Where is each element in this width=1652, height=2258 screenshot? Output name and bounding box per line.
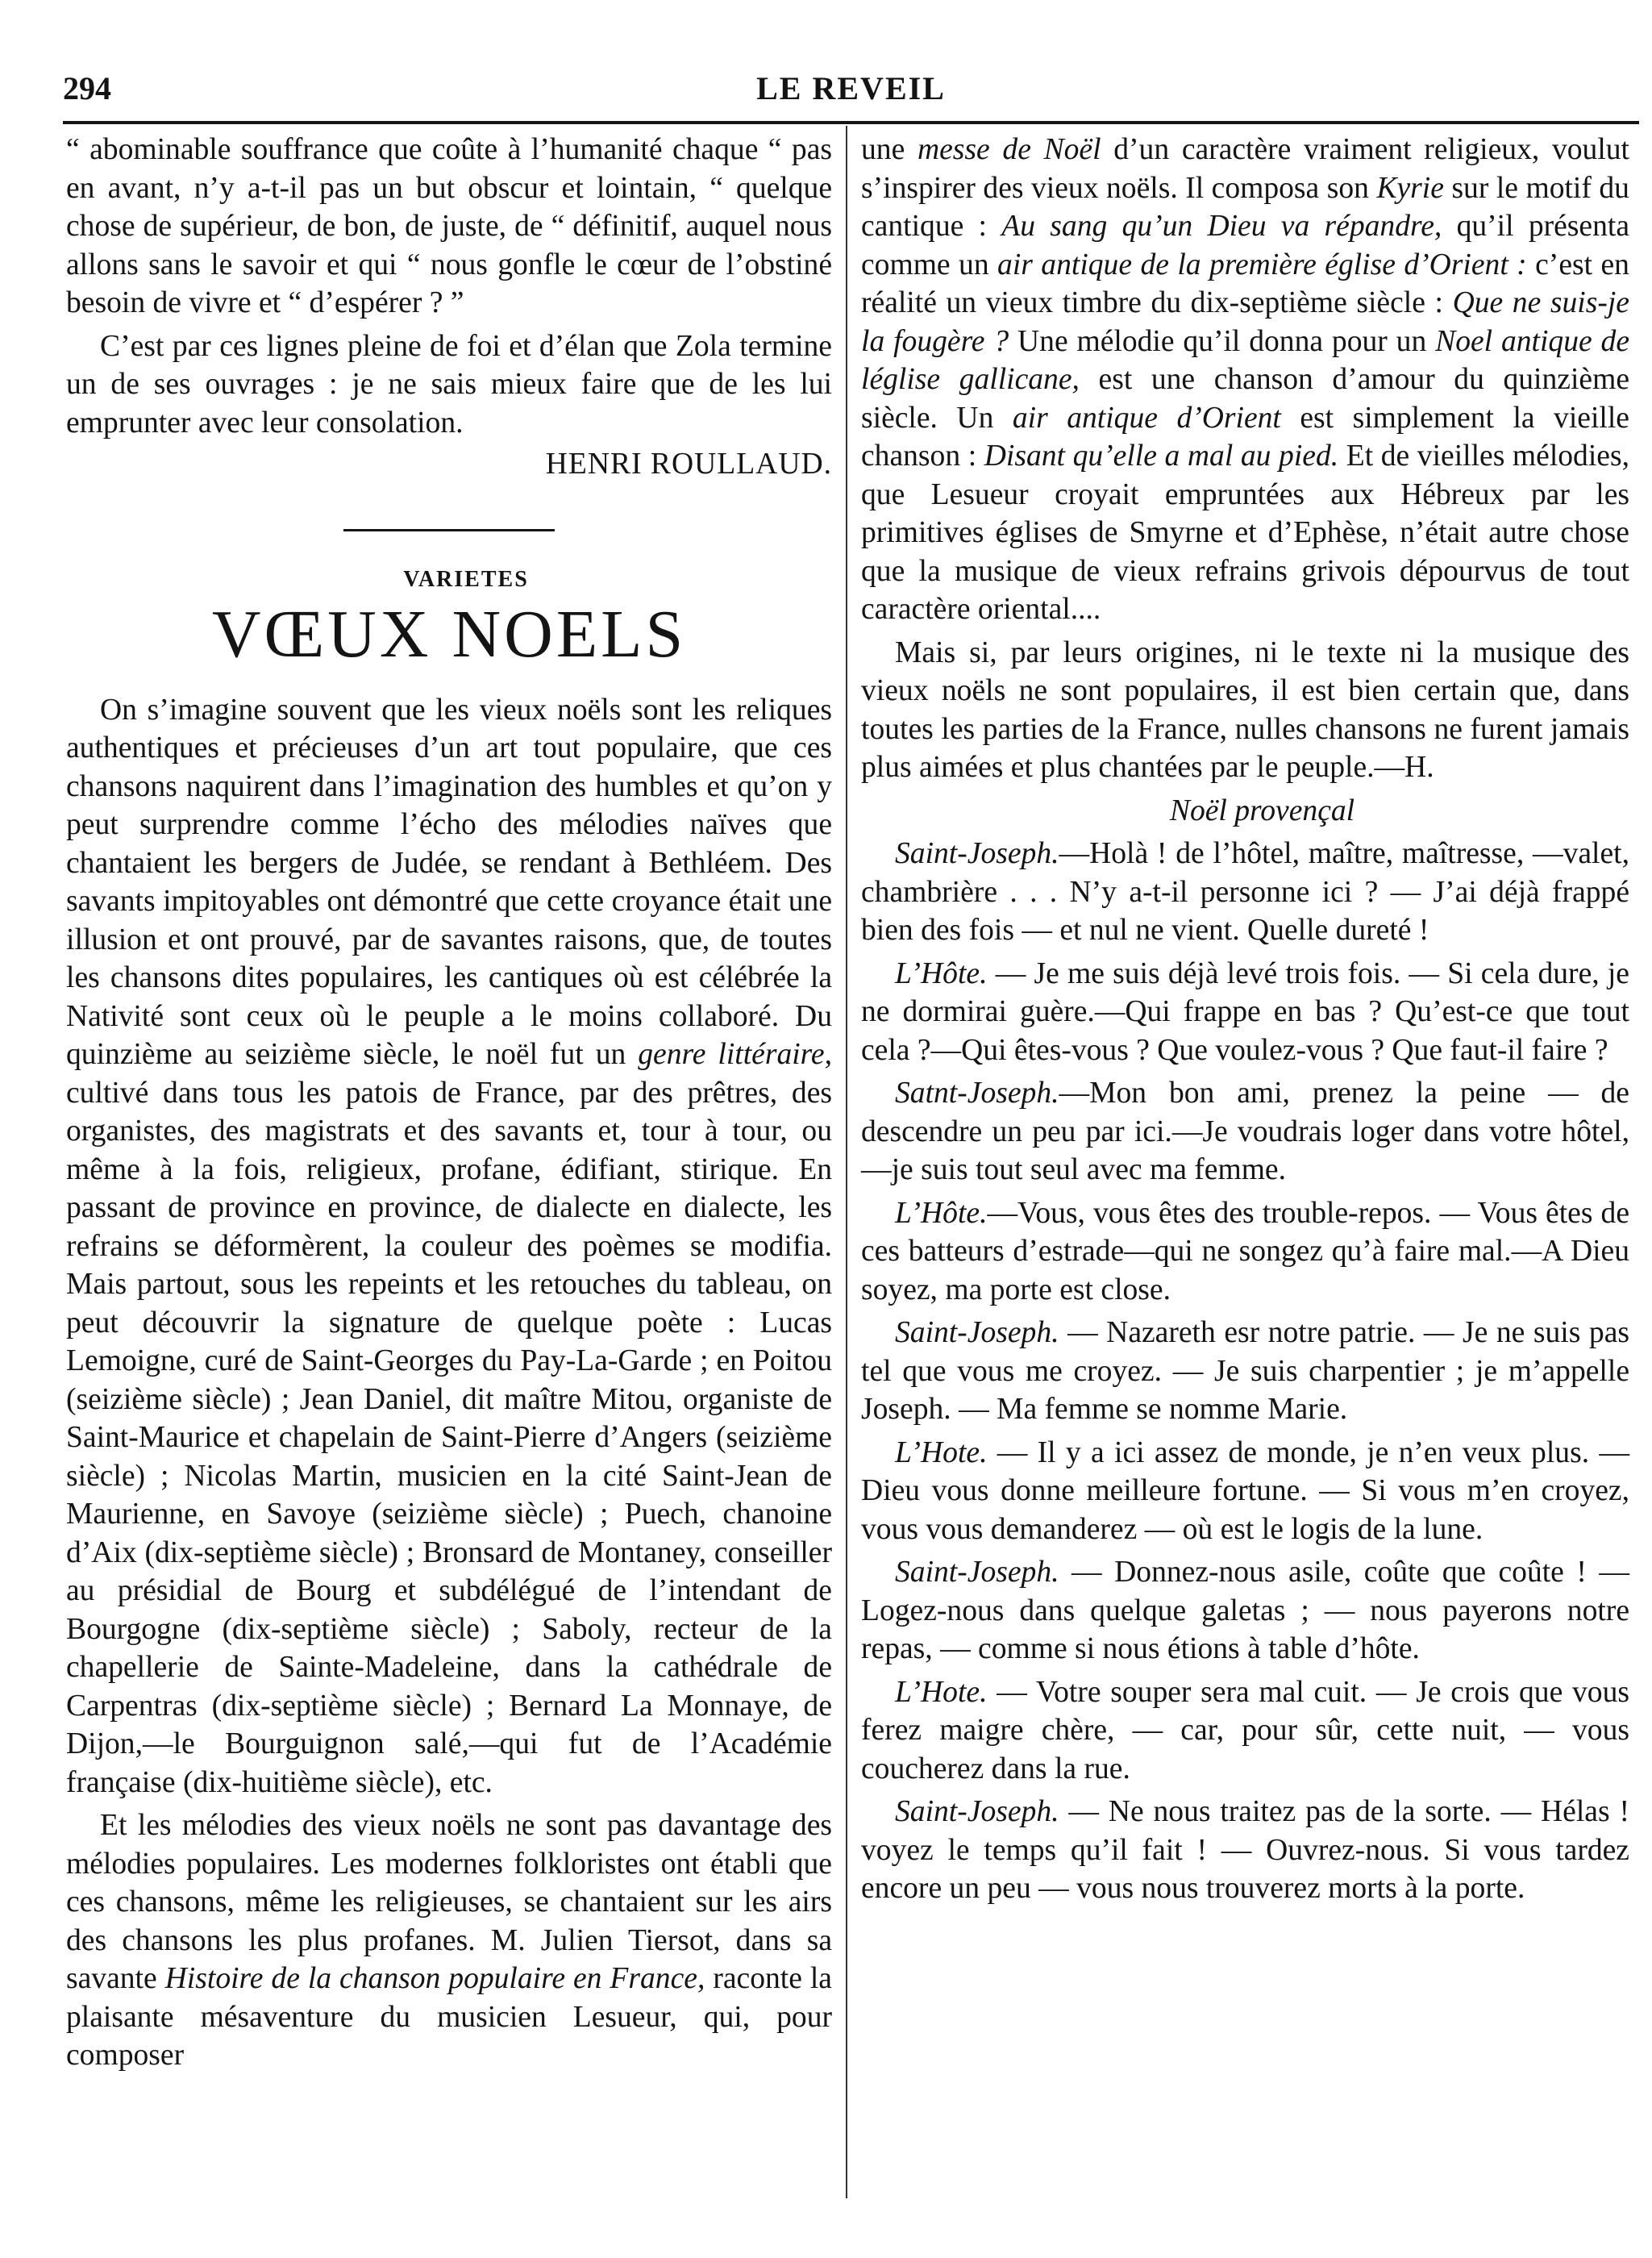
running-title: LE REVEIL — [756, 70, 946, 106]
page-number: 294 — [63, 70, 111, 106]
section-label: VARIETES — [403, 566, 529, 592]
quote-paragraph: “ abominable souffrance que coûte à l’humanité chaque “ pas en avant, n’y a-t-il pas un but obscur et lointain, “ quelque chose de supérieur, de bon, de juste, de “ définitif, auquel nous allons sans le savoir et qui “ nous gonfle le cœur de l’obstiné besoin de vivre et “ d’espérer ? ” — [66, 133, 832, 319]
right-column — [861, 131, 1629, 1908]
dialogue-line: Satnt-Joseph.—Mon bon ami, prenez la peine — de descendre un peu par ici.—Je voudrais loger dans votre hôtel,—je suis tout seul avec ma femme. — [861, 1077, 1629, 1186]
conclusion-paragraph: Mais si, par leurs origines, ni le texte ni la musique des vieux noëls ne sont populaires, il est bien certain que, dans toutes les parties de la France, nulles chansons ne furent jamais plus aimées et plus chantées par le peuple.—H. — [861, 635, 1629, 784]
closing-paragraph: C’est par ces lignes pleine de foi et d’élan que Zola termine un de ses ouvrages : je ne sais mieux faire que de les lui emprunter avec leur consolation. — [66, 329, 832, 440]
dialogue-line: Saint-Joseph. — Ne nous traitez pas de la sorte. — Hélas ! voyez le temps qu’il fait ! — Ouvrez-nous. Si vous tardez encore un peu — vous nous trouverez morts à la porte. — [861, 1795, 1629, 1905]
dialogue-line: L’Hote. — Votre souper sera mal cuit. — Je crois que vous ferez maigre chère, — car, pour sûr, cette nuit, — vous coucherez dans la rue. — [861, 1675, 1629, 1785]
continued-paragraph: une messe de Noël d’un caractère vraiment religieux, voulut s’inspirer des vieux noëls. Il composa son Kyrie sur le motif du cantique : Au sang qu’un Dieu va répandre, qu’il présenta comme un air antique de la première église d’Orient : c’est en réalité un vieux timbre du dix-septième siècle : Que ne suis-je la fougère ? Une mélodie qu’il donna pour un Noel antique de léglise gallicane, est une chanson d’amour du quinzième siècle. Un air antique d’Orient est simplement la vieille chanson : Disant qu’elle a mal au pied. Et de vieilles mélodies, que Lesueur croyait empruntées aux Hébreux par les primitives églises de Smyrne et d’Ephèse, n’était autre chose que la musique de vieux refrains grivois dépourvus de tout caractère oriental.... — [861, 133, 1630, 626]
subtitle-noel-provencal: Noël provençal — [1169, 794, 1355, 827]
column-divider — [846, 126, 847, 2198]
article-paragraph-2: Et les mélodies des vieux noëls ne sont pas davantage des mélodies populaires. Les modernes folkloristes ont établi que ces chansons, même les religieuses, se chantaient sur les airs des chansons les plus profanes. M. Julien Tiersot, dans sa savante Histoire de la chanson populaire en France, raconte la plaisante mésaventure du musicien Lesueur, qui, pour composer — [66, 1809, 832, 2072]
dialogue-line: Saint-Joseph. — Donnez-nous asile, coûte que coûte ! — Logez-nous dans quelque galetas ; — nous payerons notre repas, — comme si nous étions à table d’hôte. — [861, 1556, 1629, 1665]
dialogue-line: Saint-Joseph.—Holà ! de l’hôtel, maître, maîtresse, —valet, chambrière . . . N’y a-t-il personne ici ? — J’ai déjà frappé bien des fois — et nul ne vient. Quelle dureté ! — [861, 837, 1629, 947]
article-separator — [343, 529, 555, 531]
dialogue-line: L’Hote. — Il y a ici assez de monde, je n’en veux plus. — Dieu vous donne meilleure fortune. — Si vous m’en croyez, vous vous demanderez — où est le logis de la lune. — [861, 1435, 1629, 1546]
article-paragraph-1: On s’imagine souvent que les vieux noëls sont les reliques authentiques et précieuses d’un art tout populaire, que ces chansons naquirent dans l’imagination des humbles et qu’on y peut surprendre comme l’écho des mélodies naïves que chantaient les bergers de Judée, se rendant à Bethléem. Des savants impitoyables ont démontré que cette croyance était une illusion et ont prouvé, par de savantes raisons, que, de toutes les chansons dites populaires, les cantiques où est célébrée la Nativité sont ceux où le peuple a le moins collaboré. Du quinzième au seizième siècle, le noël fut un genre littéraire, cultivé dans tous les patois de France, par des prêtres, des organistes, des magistrats et des savants et, tour à tour, ou même à la fois, religieux, profane, édifiant, stirique. En passant de province en province, de dialecte en dialecte, les refrains se déformèrent, la couleur des poèmes se modifia. Mais partout, sous les repeints et les retouches du tableau, on peut découvrir la signature de quelque poète : Lucas Lemoigne, curé de Saint-Georges du Pay-La-Garde ; en Poitou (seizième siècle) ; Jean Daniel, dit maître Mitou, organiste de Saint-Maurice et chapelain de Saint-Pierre d’Angers (seizième siècle) ; Nicolas Martin, musicien en la cité Saint-Jean de Maurienne, en Savoye (seizième siècle) ; Puech, chanoine d’Aix (dix-septième siècle) ; Bronsard de Montaney, conseiller au présidial de Bourg et subdélégué de l’intendant de Bourgogne (dix-septième siècle) ; Saboly, recteur de la chapellerie de Sainte-Madeleine, dans la cathédrale de Carpentras (dix-septième siècle) ; Bernard La Monnaye, de Dijon,—le Bourguignon salé,—qui fut de l’Académie française (dix-huitième siècle), etc. — [66, 693, 832, 1799]
article-title: VŒUX NOELS — [211, 596, 687, 672]
dialogue-line: L’Hôte.—Vous, vous êtes des trouble-repos. — Vous êtes de ces batteurs d’estrade—qui ne songez qu’à faire mal.—A Dieu soyez, ma porte est close. — [861, 1196, 1629, 1306]
page-header — [63, 63, 1639, 119]
author-signature: HENRI ROULLAUD. — [545, 448, 832, 481]
left-column — [66, 131, 832, 2075]
dialogue-line: L’Hôte. — Je me suis déjà levé trois fois. — Si cela dure, je ne dormirai guère.—Qui frappe en bas ? Qu’est-ce que tout cela ?—Qui êtes-vous ? Que voulez-vous ? Que faut-il faire ? — [861, 956, 1629, 1067]
header-rule — [63, 121, 1639, 124]
dialogue-line: Saint-Joseph. — Nazareth esr notre patrie. — Je ne suis pas tel que vous me croyez. — Je suis charpentier ; je m’appelle Joseph. — Ma femme se nomme Marie. — [861, 1316, 1629, 1426]
